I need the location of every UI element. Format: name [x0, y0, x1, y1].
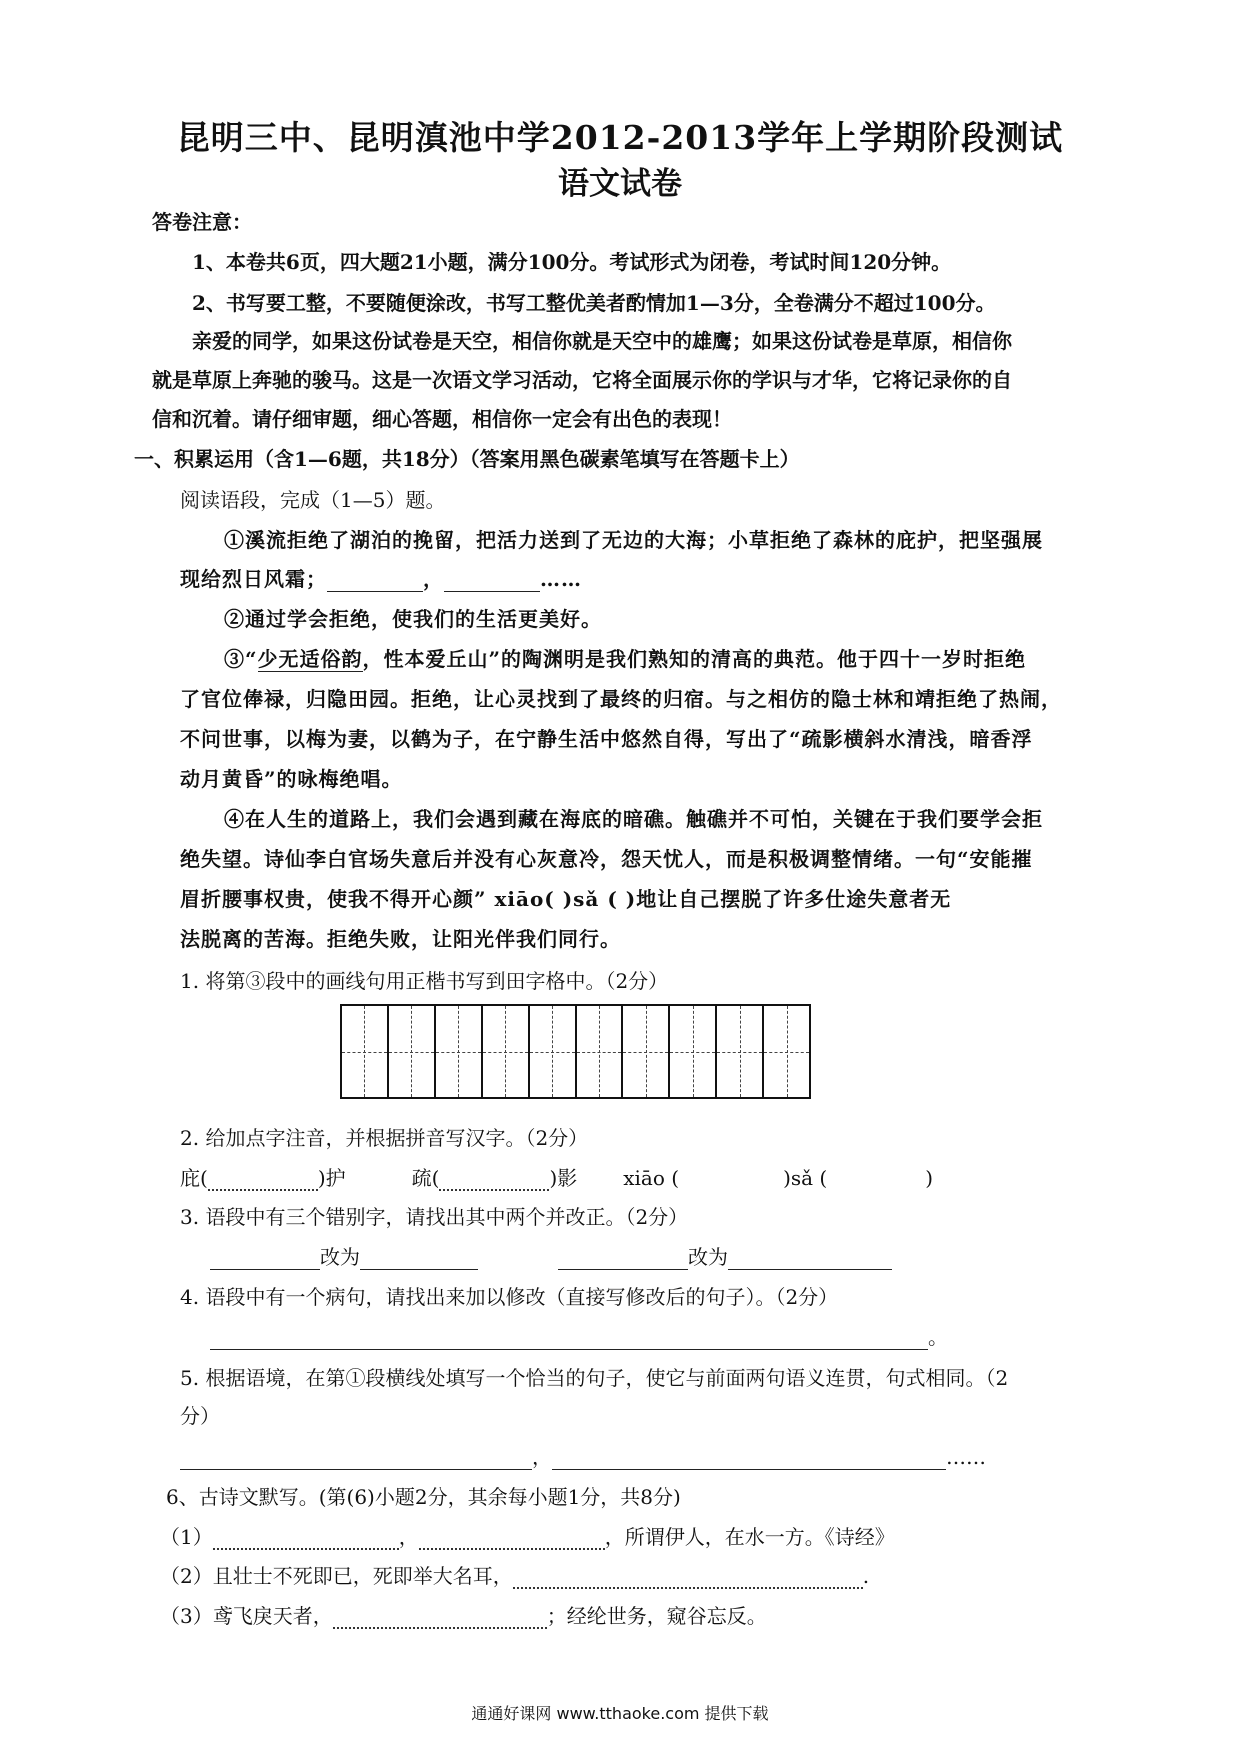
- q2-ying-label: )影: [549, 1166, 578, 1190]
- q2-xiao-label: xiāo (: [623, 1166, 680, 1190]
- p3-quote-open: ③“: [224, 647, 258, 671]
- p3-text: ，性本爱丘山”的陶渊明是我们熟知的清高的典范。他于四十一岁时拒绝: [362, 647, 1027, 671]
- q3-wrong-2[interactable]: [558, 1249, 688, 1270]
- q2-shu-label: 疏(: [411, 1166, 440, 1190]
- q6-3-blank[interactable]: [333, 1607, 547, 1629]
- grid-cell[interactable]: [764, 1006, 809, 1097]
- question-4-answer-row: [210, 1321, 948, 1350]
- section-1-heading: 一、积累运用（含1—6题，共18分）（答案用黑色碳素笔填写在答题卡上）: [134, 447, 800, 471]
- q5-ellipsis: ……: [946, 1445, 986, 1469]
- question-4: 4. 语段中有一个病句，请找出来加以修改（直接写修改后的句子）。（2分）: [180, 1285, 839, 1309]
- tianzige-grid[interactable]: [340, 1004, 811, 1099]
- question-2-answer-row: [180, 1162, 933, 1191]
- q5-blank-2[interactable]: [552, 1449, 946, 1470]
- passage-p1-line-2: [180, 563, 582, 592]
- grid-cell[interactable]: [577, 1006, 624, 1097]
- notice-para-line-3: 信和沉着。请仔细审题，细心答题，相信你一定会有出色的表现！: [152, 407, 732, 431]
- p1-blank-1[interactable]: [327, 571, 423, 592]
- q6-1-text: ，所谓伊人，在水一方。《诗经》: [604, 1525, 895, 1549]
- passage-p3-line-1: [224, 643, 1026, 672]
- q3-fix-label-2: 改为: [688, 1245, 728, 1269]
- page-footer: 通通好课网 www.tthaoke.com 提供下载: [471, 1704, 769, 1723]
- question-6-2: [160, 1560, 869, 1589]
- q4-answer-line[interactable]: [210, 1329, 928, 1350]
- grid-cell[interactable]: [670, 1006, 717, 1097]
- question-2: 2. 给加点字注音，并根据拼音写汉字。（2分）: [180, 1126, 589, 1150]
- grid-cell[interactable]: [530, 1006, 577, 1097]
- question-5-line-1: 5. 根据语境，在第①段横线处填写一个恰当的句子，使它与前面两句语义连贯，句式相同。（2: [180, 1366, 1009, 1390]
- notice-item-1: 1、本卷共6页，四大题21小题，满分100分。考试形式为闭卷，考试时间120分钟。: [192, 250, 952, 274]
- passage-p3-line-2: 了官位俸禄，归隐田园。拒绝，让心灵找到了最终的归宿。与之相仿的隐士林和靖拒绝了热闹，: [180, 687, 1062, 711]
- passage-p2: ②通过学会拒绝，使我们的生活更美好。: [224, 607, 602, 631]
- grid-cell[interactable]: [342, 1006, 389, 1097]
- q3-fix-label-1: 改为: [320, 1245, 360, 1269]
- question-6-3: [160, 1600, 767, 1629]
- question-6: 6、古诗文默写。(第(6)小题2分，其余每小题1分，共8分): [166, 1485, 681, 1509]
- q6-3-text-a: （3）鸢飞戾天者，: [160, 1604, 333, 1628]
- exam-title: 昆明三中、昆明滇池中学2012-2013学年上学期阶段测试: [176, 118, 1064, 157]
- notice-para-line-2: 就是草原上奔驰的骏马。这是一次语文学习活动，它将全面展示你的学识与才华，它将记录你的自: [152, 368, 1012, 392]
- q2-hu-label: )护: [317, 1166, 346, 1190]
- p1-text: 现给烈日风霜；: [180, 567, 327, 591]
- q6-1-label: （1）: [160, 1525, 213, 1549]
- p3-underlined-phrase: 少无适俗韵: [257, 647, 363, 671]
- q2-bi-label: 庇(: [180, 1166, 208, 1190]
- question-5-line-2: 分）: [180, 1404, 220, 1428]
- passage-p4-line-2: 绝失望。诗仙李白官场失意后并没有心灰意冷，怨天忧人，而是积极调整情绪。一句“安能摧: [180, 847, 1033, 871]
- grid-cell[interactable]: [717, 1006, 764, 1097]
- grid-cell[interactable]: [483, 1006, 530, 1097]
- q4-period: 。: [928, 1325, 948, 1349]
- reading-instruction: 阅读语段，完成（1—5）题。: [180, 488, 446, 512]
- question-3: 3. 语段中有三个错别字，请找出其中两个并改正。（2分）: [180, 1205, 689, 1229]
- q5-comma: ，: [532, 1445, 552, 1469]
- grid-cell[interactable]: [623, 1006, 670, 1097]
- p1-blank-2[interactable]: [444, 571, 540, 592]
- grid-cell[interactable]: [436, 1006, 483, 1097]
- q3-right-2[interactable]: [728, 1249, 892, 1270]
- q3-wrong-1[interactable]: [210, 1249, 320, 1270]
- question-3-answer-row: [210, 1241, 892, 1270]
- passage-p4-line-3: 眉折腰事权贵，使我不得开心颜” xiāo( )sǎ ( )地让自己摆脱了许多仕途失意者无: [180, 887, 952, 911]
- question-1: 1. 将第③段中的画线句用正楷书写到田字格中。（2分）: [180, 969, 669, 993]
- notice-para-line-1: 亲爱的同学，如果这份试卷是天空，相信你就是天空中的雄鹰；如果这份试卷是草原，相信你: [192, 329, 1012, 353]
- passage-p4-line-1: ④在人生的道路上，我们会遇到藏在海底的暗礁。触礁并不可怕，关键在于我们要学会拒: [224, 807, 1043, 831]
- exam-subtitle: 语文试卷: [558, 166, 682, 202]
- q5-blank-1[interactable]: [180, 1449, 532, 1470]
- q6-1-comma: ，: [398, 1525, 419, 1549]
- q2-blank-shu[interactable]: [439, 1169, 549, 1191]
- notice-heading: 答卷注意：: [152, 210, 252, 234]
- question-6-1: [160, 1521, 895, 1550]
- q6-1-blank-2[interactable]: [419, 1528, 605, 1550]
- q6-3-text-b: ；经纶世务，窥谷忘反。: [546, 1604, 767, 1628]
- passage-p3-line-3: 不问世事，以梅为妻，以鹤为子，在宁静生活中悠然自得，写出了“疏影横斜水清浅，暗香浮: [180, 727, 1033, 751]
- grid-cell[interactable]: [389, 1006, 436, 1097]
- q6-1-blank-1[interactable]: [213, 1528, 399, 1550]
- q2-blank-bi[interactable]: [208, 1169, 318, 1191]
- p1-comma: ，: [423, 567, 444, 591]
- q2-close-paren: ): [925, 1166, 934, 1190]
- q6-2-blank[interactable]: [513, 1567, 863, 1589]
- passage-p4-line-4: 法脱离的苦海。拒绝失败，让阳光伴我们同行。: [180, 927, 621, 951]
- passage-p1-line-1: ①溪流拒绝了湖泊的挽留，把活力送到了无边的大海；小草拒绝了森林的庇护，把坚强展: [224, 528, 1043, 552]
- q2-sa-label: )sǎ (: [783, 1166, 828, 1190]
- passage-p3-line-4: 动月黄昏”的咏梅绝唱。: [180, 767, 403, 791]
- p1-ellipsis: ……: [540, 567, 582, 591]
- notice-item-2: 2、书写要工整，不要随便涂改，书写工整优美者酌情加1—3分，全卷满分不超过100分。: [192, 291, 996, 315]
- q3-right-1[interactable]: [360, 1249, 478, 1270]
- question-5-answer-row: [180, 1441, 986, 1470]
- q6-2-period: .: [862, 1564, 870, 1588]
- q6-2-text: （2）且壮士不死即已，死即举大名耳，: [160, 1564, 513, 1588]
